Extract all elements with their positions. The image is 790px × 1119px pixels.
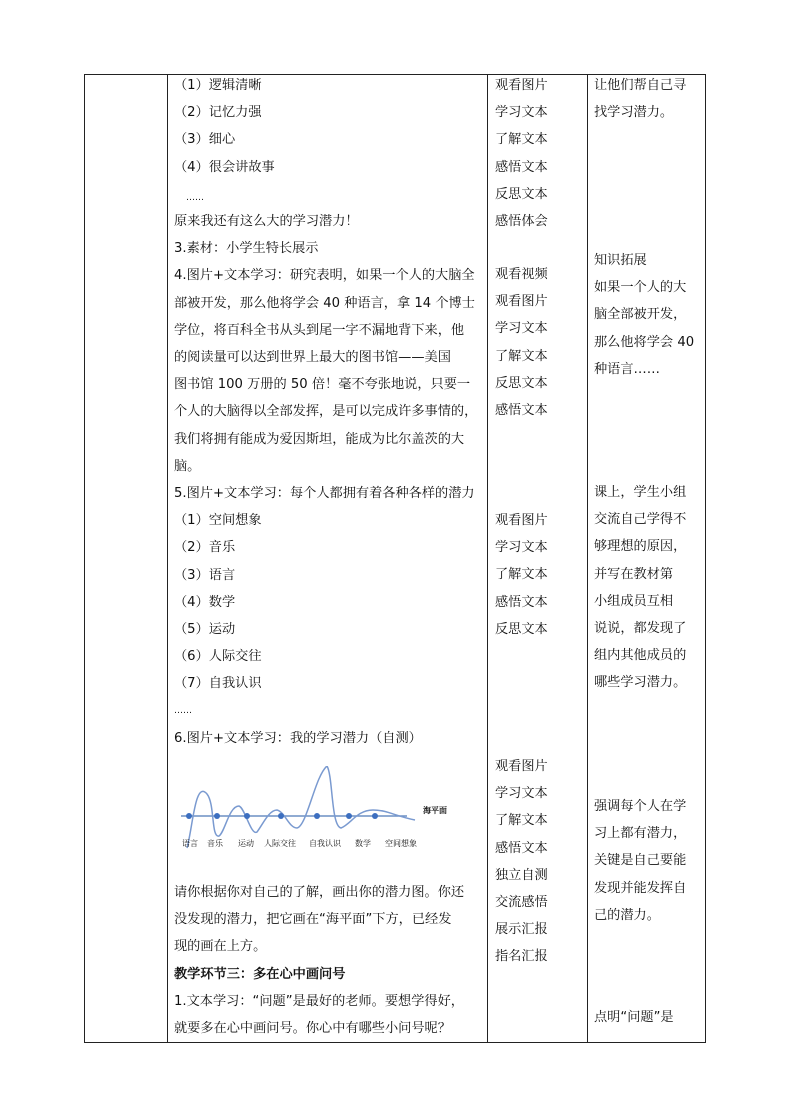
section-title: 教学环节三：多在心中画问号	[174, 967, 346, 982]
content-line: 就要多在心中画问号。你心中有哪些小问号呢？	[174, 1021, 451, 1037]
activity-item: 感悟文本	[495, 840, 548, 856]
activity-item: 独立自测	[495, 867, 548, 883]
content-line: 学位，将百科全书从头到尾一字不漏地背下来，他	[174, 322, 465, 338]
content-line: 个人的大脑得以全部发挥，是可以完成许多事情的，	[174, 404, 478, 420]
activity-item: 学习文本	[495, 321, 548, 337]
content-line: 3.素材：小学生特长展示	[174, 241, 319, 257]
activity-item: 观看图片	[495, 78, 548, 93]
column-divider	[587, 75, 588, 1042]
intent-line: 组内其他成员的	[594, 648, 687, 664]
activity-item: 了解文本	[495, 132, 548, 148]
intent-line: 知识拓展	[594, 253, 647, 268]
intent-line: 课上，学生小组	[594, 485, 687, 500]
category-label: 人际交往	[264, 839, 296, 848]
activity-item: 了解文本	[495, 567, 548, 583]
content-line: （2）记忆力强	[174, 105, 262, 121]
intent-line: 并写在教材第	[594, 566, 674, 582]
activity-item: 了解文本	[495, 813, 548, 829]
activity-item: 观看图片	[495, 294, 548, 310]
potential-wave-figure	[99, 766, 459, 856]
potential-dot	[186, 813, 192, 819]
content-line: 我们将拥有能成为爱因斯坦，能成为比尔盖茨的大	[174, 431, 465, 447]
content-line: （3）语言	[174, 567, 236, 583]
content-line: 5.图片+文本学习：每个人都拥有着各种各样的潜力	[174, 486, 475, 501]
activity-item: 反思文本	[495, 621, 548, 637]
sea-level-label: 海平面	[423, 806, 447, 815]
content-line: （3）细心	[174, 132, 236, 148]
activity-item: 学习文本	[495, 105, 548, 121]
category-label: 语言	[182, 839, 198, 848]
potential-dot	[244, 813, 250, 819]
intent-line: 让他们帮自己寻	[594, 78, 687, 93]
activity-item: 观看图片	[495, 759, 548, 774]
content-line: （7）自我认识	[174, 676, 262, 692]
content-line: 部被开发，那么他将学会 40 种语言，拿 14 个博士	[174, 295, 475, 311]
content-line: 图书馆 100 万册的 50 倍！毫不夸张地说，只要一	[174, 377, 471, 393]
activity-item: 指名汇报	[495, 949, 548, 965]
activity-item: 展示汇报	[495, 922, 548, 938]
content-line: ……	[174, 705, 192, 716]
intent-line: 找学习潜力。	[594, 105, 674, 121]
content-line: （6）人际交往	[174, 649, 262, 665]
content-line: （1）空间想象	[174, 513, 262, 529]
content-line: 的阅读量可以达到世界上最大的图书馆——美国	[174, 350, 451, 365]
content-line: （2）音乐	[174, 540, 236, 556]
intent-line: 点明“问题”是	[594, 1010, 674, 1025]
activity-item: 学习文本	[495, 540, 548, 556]
potential-curve	[187, 766, 415, 848]
column-divider	[487, 75, 488, 1042]
intent-line: 小组成员互相	[594, 593, 674, 609]
activity-item: 感悟文本	[495, 159, 548, 175]
content-line: （4）很会讲故事	[174, 159, 275, 175]
intent-line: 关键是自己要能	[594, 853, 687, 869]
activity-item: 反思文本	[495, 186, 548, 202]
activity-item: 反思文本	[495, 375, 548, 391]
activity-item: 观看图片	[495, 513, 548, 528]
intent-line: 己的潜力。	[594, 907, 660, 923]
potential-dot	[372, 813, 378, 819]
intent-line: 交流自己学得不	[594, 512, 687, 528]
intent-line: 够理想的原因，	[594, 539, 687, 555]
potential-dot	[278, 813, 284, 819]
category-label: 运动	[238, 839, 254, 848]
content-line: （1）逻辑清晰	[174, 78, 262, 93]
content-line: 现的画在上方。	[174, 939, 267, 955]
content-line: 4.图片+文本学习：研究表明，如果一个人的大脑全	[174, 268, 475, 284]
activity-item: 感悟体会	[495, 214, 548, 229]
intent-line: 如果一个人的大	[594, 280, 687, 296]
content-line: 1.文本学习：“问题”是最好的老师。要想学得好，	[174, 994, 464, 1009]
column-divider	[167, 75, 168, 1042]
intent-line: 哪些学习潜力。	[594, 675, 687, 691]
activity-item: 学习文本	[495, 786, 548, 802]
content-line: 没发现的潜力，把它画在“海平面”下方，已经发	[174, 912, 452, 928]
intent-line: 强调每个人在学	[594, 799, 687, 814]
category-label: 空间想象	[385, 839, 417, 848]
activity-item: 感悟文本	[495, 594, 548, 610]
activity-item: 了解文本	[495, 348, 548, 364]
intent-line: 说说，都发现了	[594, 621, 687, 636]
intent-line: 那么他将学会 40	[594, 334, 695, 350]
content-line: ……	[186, 192, 204, 203]
intent-line: 发现并能发挥自	[594, 880, 687, 896]
content-line: 脑。	[174, 458, 201, 474]
content-line: （4）数学	[174, 594, 236, 610]
content-line: 原来我还有这么大的学习潜力！	[174, 214, 359, 229]
activity-item: 感悟文本	[495, 403, 548, 418]
intent-line: 脑全部被开发，	[594, 307, 687, 323]
content-line: 6.图片+文本学习：我的学习潜力（自测）	[174, 730, 422, 746]
potential-dot	[214, 813, 220, 819]
activity-item: 交流感悟	[495, 895, 548, 910]
potential-dot	[314, 813, 320, 819]
category-label: 自我认识	[309, 839, 341, 848]
content-line: 请你根据你对自己的了解，画出你的潜力图。你还	[174, 885, 465, 900]
category-label: 音乐	[207, 839, 223, 848]
category-label: 数学	[355, 839, 371, 848]
activity-item: 观看视频	[495, 267, 548, 282]
content-line: （5）运动	[174, 622, 236, 637]
intent-line: 习上都有潜力，	[594, 826, 687, 842]
potential-dot	[346, 813, 352, 819]
intent-line: 种语言……	[594, 361, 660, 377]
